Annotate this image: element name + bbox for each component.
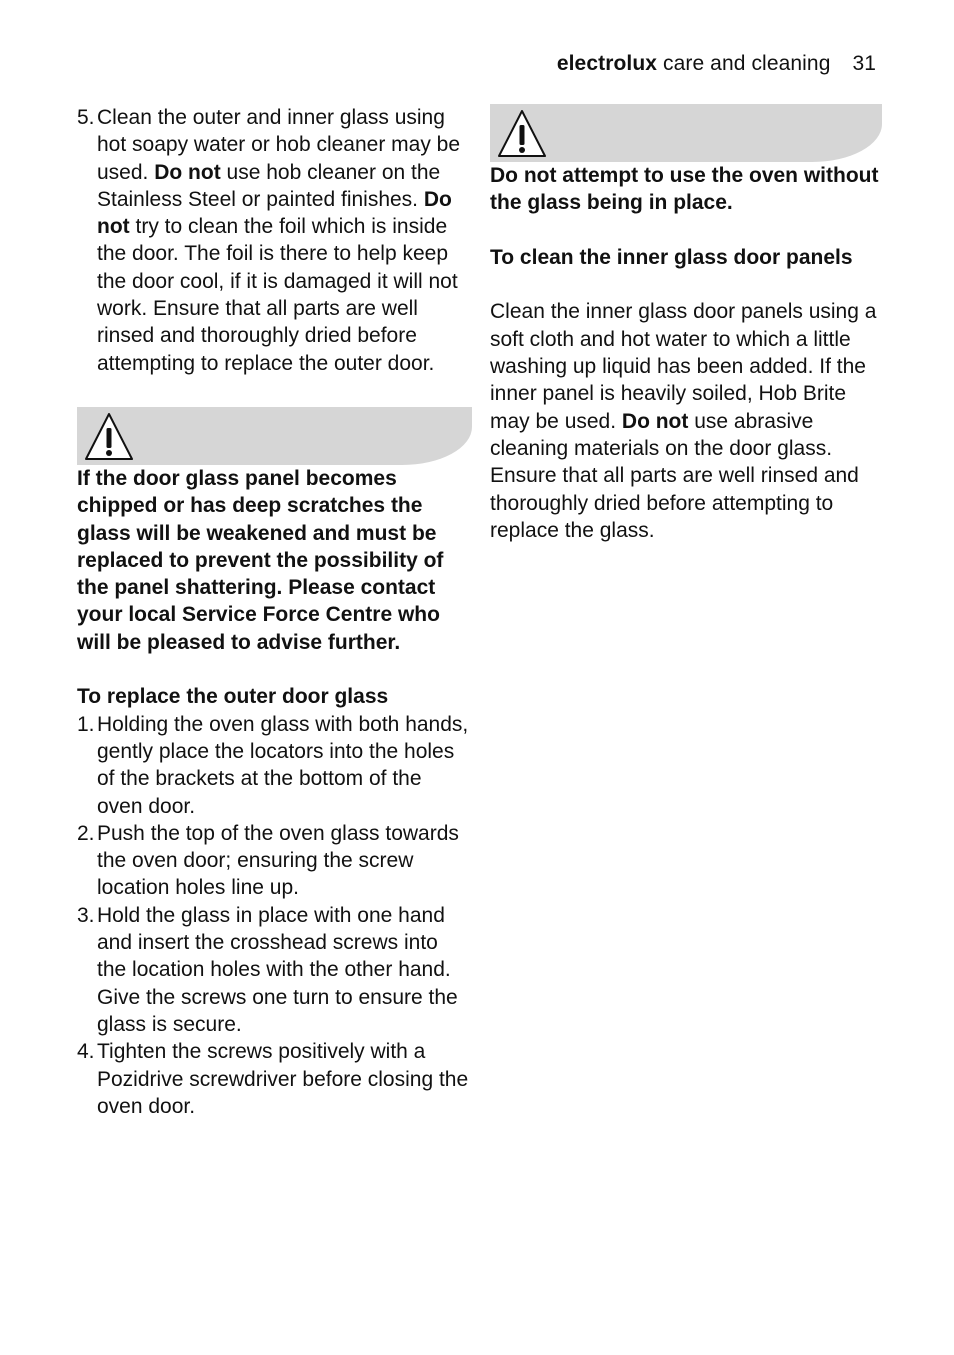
- list-number: 4.: [77, 1040, 95, 1064]
- list-number: 5.: [77, 106, 95, 129]
- list-number: 3.: [77, 903, 95, 927]
- text-run: Clean the inner glass door panels using a soft cloth and hot water to which a little washing up liquid has been added. If the inner panel is heavily soiled, Hob Brite may be used.: [490, 300, 877, 433]
- text-run: Clean the outer and inner glass using hot soapy water or hob cleaner may be used.: [97, 106, 461, 184]
- section-heading: To clean the inner glass door panels: [490, 245, 853, 269]
- page-header: [557, 52, 876, 76]
- right-column: [490, 104, 882, 544]
- list-item: [77, 902, 472, 1038]
- list-item: [77, 820, 472, 902]
- warning-triangle-icon: [83, 411, 135, 463]
- list-item: [77, 1038, 472, 1120]
- left-column: [77, 104, 472, 1120]
- list-text: [97, 104, 472, 377]
- paragraph: [490, 298, 882, 544]
- emphasis-do-not: Do not: [621, 409, 689, 433]
- brand-name: electrolux: [556, 52, 658, 75]
- warning-triangle-icon: [496, 108, 548, 160]
- warning-banner: [77, 407, 472, 465]
- list-text: Holding the oven glass with both hands, gently place the locators into the holes of the brackets at the bottom of the oven door.: [97, 712, 469, 818]
- section-title: care and cleaning: [663, 52, 831, 75]
- list-number: 1.: [77, 712, 95, 736]
- list-text: Tighten the screws positively with a Pozidrive screwdriver before closing the oven door.: [97, 1040, 469, 1118]
- list-text: Hold the glass in place with one hand and insert the crosshead screws into the location holes with the other hand. Give the screws one turn to ensure the glass is secure.: [97, 903, 458, 1036]
- list-text: Push the top of the oven glass towards the oven door; ensuring the screw location holes line up.: [97, 821, 459, 900]
- list-item: [77, 711, 472, 820]
- page-number: 31: [852, 52, 876, 75]
- emphasis-do-not: Do not: [154, 160, 221, 184]
- list-number: 2.: [77, 821, 95, 845]
- section-heading: To replace the outer door glass: [77, 685, 389, 709]
- warning-text: Do not attempt to use the oven without the glass being in place.: [490, 164, 879, 215]
- text-run: use hob cleaner on the Stainless Steel or painted finishes.: [97, 160, 441, 211]
- warning-banner: [490, 104, 882, 162]
- text-run: use abrasive cleaning materials on the door glass. Ensure that all parts are well rinsed and thoroughly dried before attempting to replace the glass.: [490, 409, 859, 542]
- warning-text: If the door glass panel becomes chipped or has deep scratches the glass will be weakened and must be replaced to prevent the possibility of the panel shattering. Please contact your local Service Force Centre who will be pleased to advise further.: [77, 466, 444, 654]
- text-run: try to clean the foil which is inside the door. The foil is there to help keep the door cool, if it is damaged it will not work. Ensure that all parts are well rinsed and thoroughly dried before attempting to replace the outer door.: [97, 215, 458, 375]
- list-item-5: [77, 104, 472, 377]
- emphasis-do-not: Do not: [97, 187, 452, 239]
